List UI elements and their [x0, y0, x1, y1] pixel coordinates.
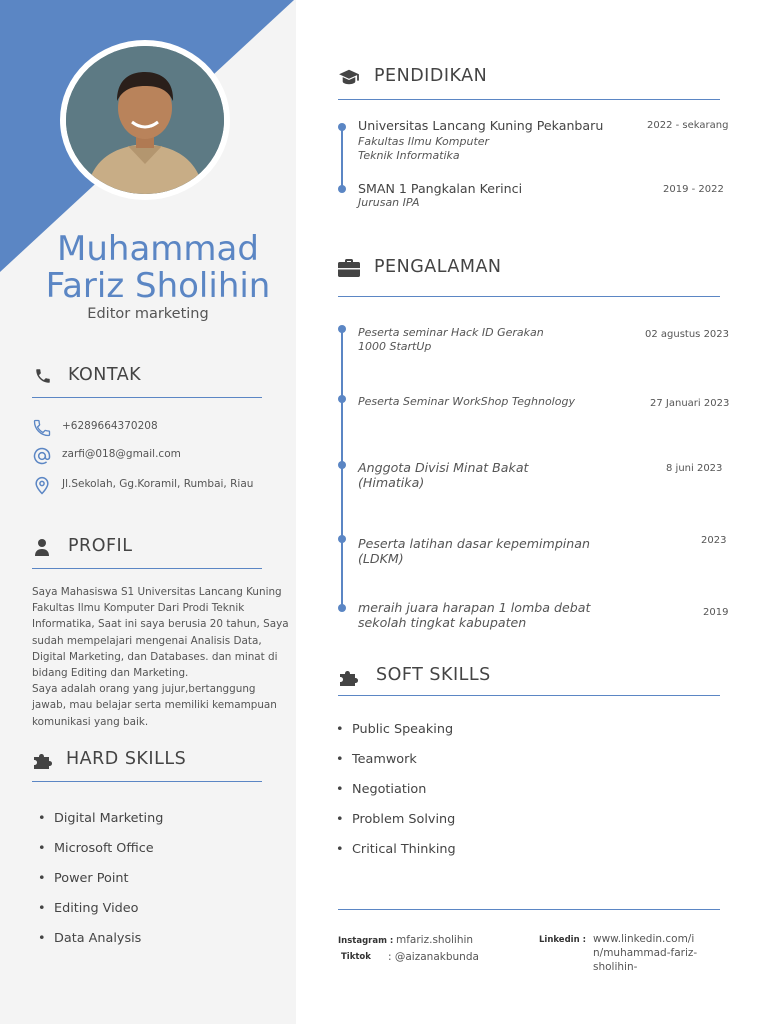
experience-date-1: 02 agustus 2023 — [645, 329, 730, 340]
phone-icon — [34, 367, 52, 385]
profile-photo — [60, 40, 230, 200]
list-item: • Critical Thinking — [332, 841, 456, 871]
education-major-1: Teknik Informatika — [358, 149, 460, 162]
location-pin-icon — [32, 475, 52, 497]
profile-description — [32, 584, 290, 730]
education-timeline-line — [341, 126, 343, 192]
list-item: • Power Point — [34, 870, 163, 900]
timeline-dot — [338, 461, 346, 469]
list-item: • Teamwork — [332, 751, 456, 781]
soft-skills-divider — [338, 695, 720, 696]
experience-item-4 — [358, 536, 590, 566]
experience-title-line: meraih juara harapan 1 lomba debat — [358, 600, 591, 615]
linkedin-url[interactable] — [593, 932, 697, 974]
phone-number: +6289664370208 — [62, 420, 158, 432]
experience-item-1 — [358, 325, 544, 354]
experience-date-3: 8 juni 2023 — [666, 463, 723, 474]
linkedin-label: Linkedin : — [539, 935, 586, 945]
contact-section-title: KONTAK — [68, 365, 142, 385]
experience-item-5 — [358, 600, 590, 630]
experience-title-line: (LDKM) — [358, 551, 404, 566]
instagram-label: Instagram : — [338, 936, 394, 946]
profile-section-title: PROFIL — [68, 536, 133, 556]
soft-skills-section-title: SOFT SKILLS — [376, 665, 491, 685]
timeline-dot — [338, 604, 346, 612]
experience-title-line: 1000 StartUp — [358, 340, 432, 353]
list-item: • Negotiation — [332, 781, 456, 811]
experience-section-title: PENGALAMAN — [374, 257, 502, 277]
list-item: • Microsoft Office — [34, 840, 163, 870]
email-address: zarfi@018@gmail.com — [62, 448, 181, 460]
profile-divider — [32, 568, 262, 569]
hard-skills-list — [34, 810, 163, 960]
phone-icon — [32, 418, 52, 438]
education-date-2: 2019 - 2022 — [663, 184, 724, 195]
experience-title-line: Peserta seminar Hack ID Gerakan — [358, 326, 544, 339]
contact-divider — [32, 397, 262, 398]
profile-paragraph-2: Saya adalah orang yang jujur,bertanggung jawab, mau belajar serta memiliki kemampuan komunikasi yang baik. — [32, 683, 277, 728]
name-second-line: Fariz Sholihin — [45, 266, 271, 306]
linkedin-url-line: n/muhammad-fariz- — [593, 947, 698, 959]
linkedin-url-line: sholihin- — [593, 961, 638, 973]
experience-title-line: Anggota Divisi Minat Bakat — [358, 460, 529, 475]
graduation-cap-icon — [338, 68, 360, 86]
timeline-dot — [338, 123, 346, 131]
contact-email — [32, 446, 181, 468]
experience-divider — [338, 296, 720, 297]
education-major-2: Jurusan IPA — [358, 196, 420, 209]
list-item: • Problem Solving — [332, 811, 456, 841]
profile-paragraph-1: Saya Mahasiswa S1 Universitas Lancang Kuning Fakultas Ilmu Komputer Dari Prodi Teknik Informatika, Saat ini saya berusia 20 tahun, Saya sudah mempelajari mengenai Analisis Data, Digital Marketing, dan Databases. dan minat di bidang Editing dan Marketing. — [32, 586, 289, 680]
experience-title-line: Peserta latihan dasar kepemimpinan — [358, 536, 590, 551]
tiktok-handle: : @aizanakbunda — [388, 951, 479, 963]
linkedin-url-line: www.linkedin.com/i — [593, 933, 695, 945]
timeline-dot — [338, 325, 346, 333]
experience-title-line: sekolah tingkat kabupaten — [358, 615, 527, 630]
hard-skills-section-title: HARD SKILLS — [66, 749, 187, 769]
experience-timeline-line — [341, 328, 343, 610]
instagram-handle: mfariz.sholihin — [396, 934, 474, 946]
hard-skills-divider — [32, 781, 262, 782]
list-item: • Data Analysis — [34, 930, 163, 960]
list-item: • Public Speaking — [332, 721, 456, 751]
person-icon — [34, 538, 50, 556]
experience-title-line: Peserta Seminar WorkShop Teghnology — [358, 395, 575, 408]
timeline-dot — [338, 395, 346, 403]
education-school-2: SMAN 1 Pangkalan Kerinci — [358, 181, 523, 196]
experience-date-4: 2023 — [701, 535, 727, 546]
briefcase-icon — [338, 259, 360, 277]
education-section-title: PENDIDIKAN — [374, 66, 488, 86]
education-school-1: Universitas Lancang Kuning Pekanbaru — [358, 118, 604, 133]
soft-skills-list — [332, 721, 456, 871]
timeline-dot — [338, 185, 346, 193]
contact-address — [32, 475, 254, 497]
experience-item-2 — [358, 394, 575, 409]
education-date-1: 2022 - sekarang — [647, 120, 729, 131]
education-faculty-1: Fakultas Ilmu Komputer — [358, 135, 490, 148]
tiktok-label: Tiktok — [341, 952, 371, 962]
experience-date-2: 27 Januari 2023 — [650, 398, 730, 409]
at-icon — [32, 446, 52, 466]
list-item: • Editing Video — [34, 900, 163, 930]
job-title: Editor marketing — [87, 306, 209, 322]
avatar — [66, 46, 224, 194]
puzzle-icon — [338, 670, 360, 686]
footer-divider — [338, 909, 720, 910]
timeline-dot — [338, 535, 346, 543]
experience-item-3 — [358, 460, 528, 490]
sidebar — [0, 0, 296, 1024]
contact-phone — [32, 418, 158, 440]
name-first-line: Muhammad — [57, 229, 259, 269]
education-divider — [338, 99, 720, 100]
list-item: • Digital Marketing — [34, 810, 163, 840]
experience-date-5: 2019 — [703, 607, 729, 618]
home-address: Jl.Sekolah, Gg.Koramil, Rumbai, Riau — [62, 478, 254, 490]
puzzle-icon — [32, 753, 54, 769]
experience-title-line: (Himatika) — [358, 475, 425, 490]
